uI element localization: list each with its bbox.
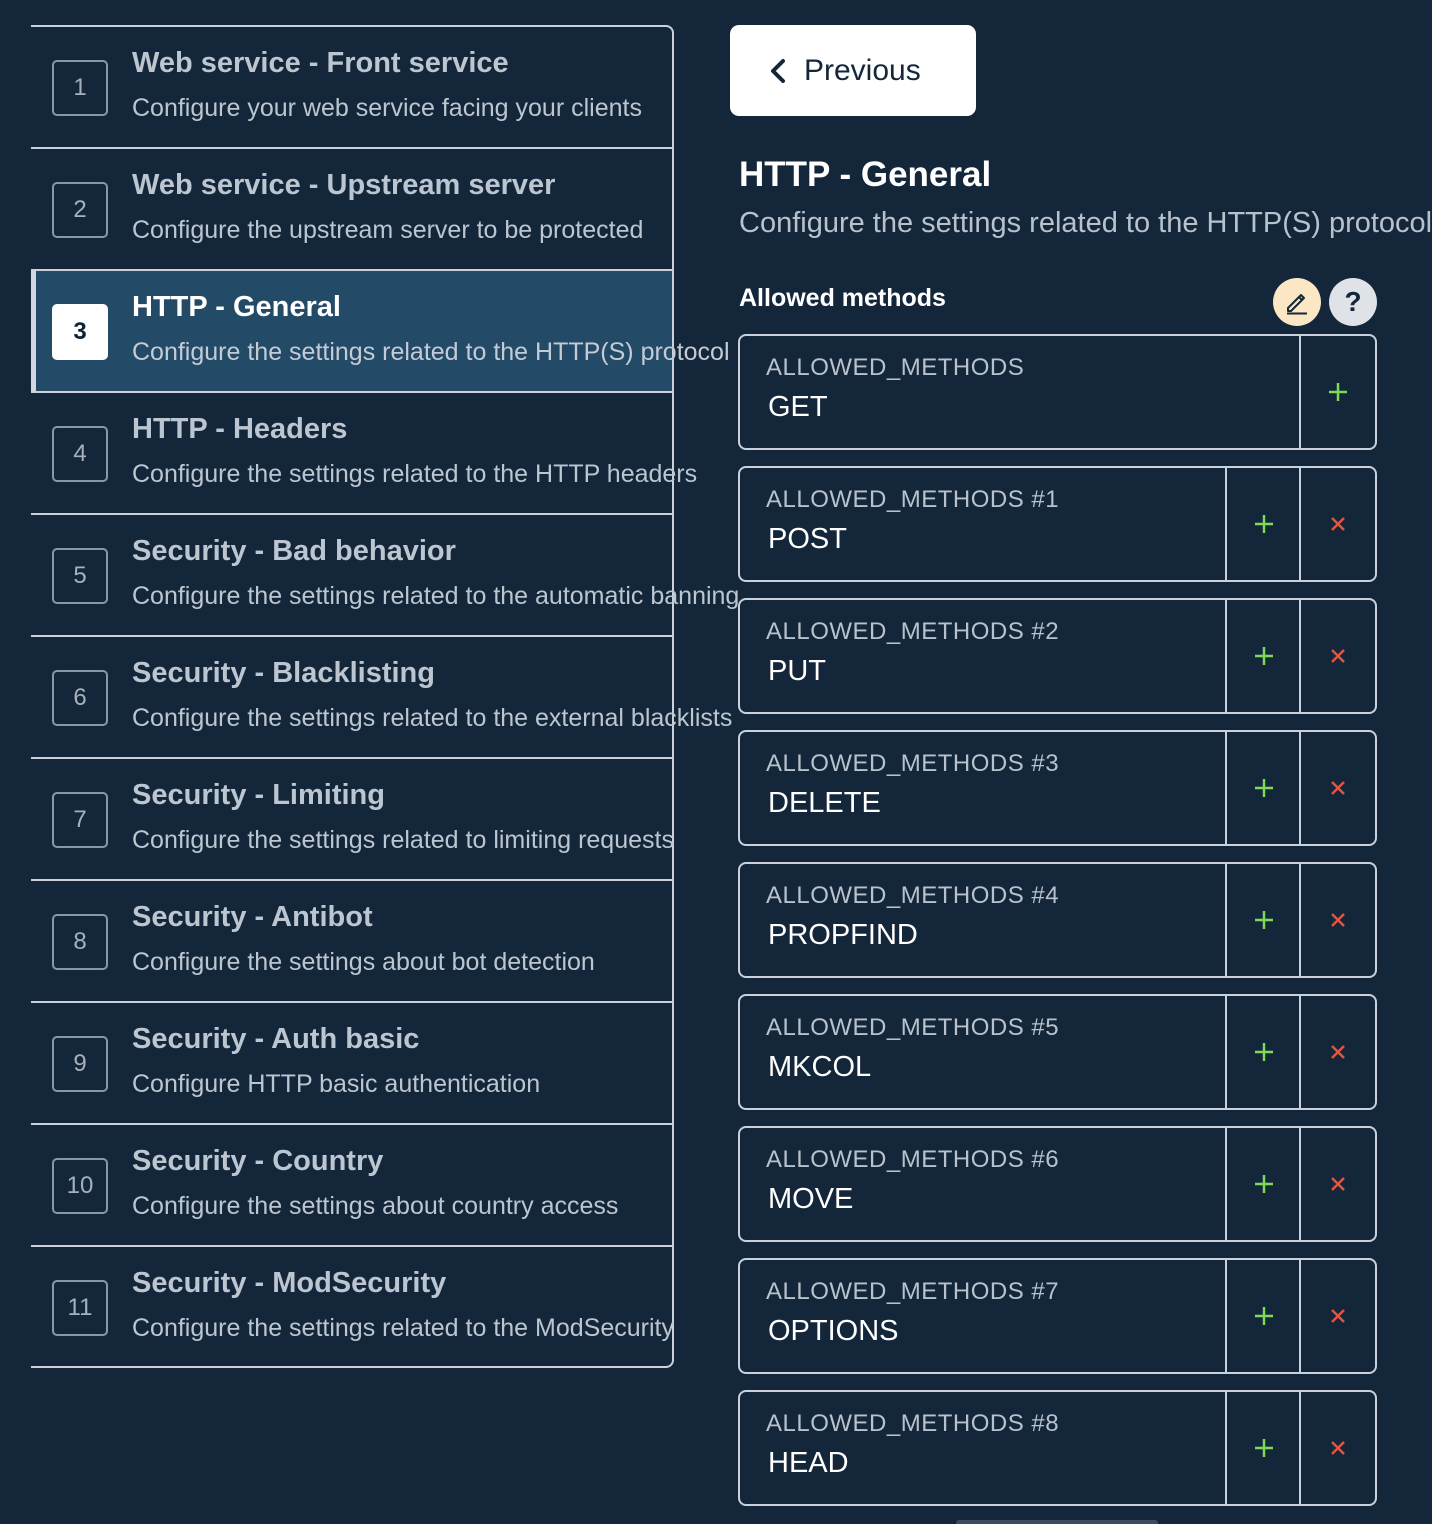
- field-value-input[interactable]: DELETE: [768, 787, 881, 819]
- step-title: Security - Country: [132, 1145, 384, 1177]
- close-icon: [1329, 1439, 1347, 1457]
- close-icon: [1329, 1307, 1347, 1325]
- add-entry-button[interactable]: [1225, 1260, 1301, 1372]
- step-number: 7: [52, 792, 108, 848]
- step-item-10[interactable]: [31, 1125, 672, 1245]
- step-description: Configure the settings related to the external blacklists: [132, 704, 733, 732]
- step-number: 3: [52, 304, 108, 360]
- remove-entry-button[interactable]: [1299, 600, 1375, 712]
- allowed-methods-field[interactable]: [738, 466, 1377, 582]
- step-title: Web service - Front service: [132, 47, 509, 79]
- field-label: ALLOWED_METHODS #3: [766, 750, 1060, 777]
- section-description: Configure the settings related to the HTTP(S) protocol: [739, 207, 1432, 239]
- previous-button[interactable]: [730, 25, 976, 116]
- step-description: Configure the settings related to the ModSecurity: [132, 1314, 674, 1342]
- step-number: 1: [52, 60, 108, 116]
- plus-icon: [1327, 381, 1349, 403]
- step-description: Configure the settings related to the HTTP headers: [132, 460, 698, 488]
- add-entry-button[interactable]: [1225, 1392, 1301, 1504]
- field-value-input[interactable]: OPTIONS: [768, 1315, 899, 1347]
- step-title: Security - Antibot: [132, 901, 373, 933]
- field-label: ALLOWED_METHODS #8: [766, 1410, 1060, 1437]
- allowed-methods-field[interactable]: [738, 1390, 1377, 1506]
- step-item-8[interactable]: [31, 881, 672, 1001]
- add-entry-button[interactable]: [1225, 1128, 1301, 1240]
- field-label: ALLOWED_METHODS #2: [766, 618, 1060, 645]
- step-item-1[interactable]: [31, 27, 672, 147]
- step-item-9[interactable]: [31, 1003, 672, 1123]
- step-number: 4: [52, 426, 108, 482]
- step-number: 9: [52, 1036, 108, 1092]
- allowed-methods-field[interactable]: [738, 1126, 1377, 1242]
- add-entry-button[interactable]: [1225, 468, 1301, 580]
- field-value-input[interactable]: POST: [768, 523, 847, 555]
- allowed-methods-field[interactable]: [738, 598, 1377, 714]
- allowed-methods-field[interactable]: [738, 994, 1377, 1110]
- setting-label: Allowed methods: [739, 284, 946, 312]
- plus-icon: [1253, 645, 1275, 667]
- plus-icon: [1253, 1041, 1275, 1063]
- allowed-methods-field[interactable]: [738, 334, 1377, 450]
- step-number: 2: [52, 182, 108, 238]
- step-title: Security - Auth basic: [132, 1023, 420, 1055]
- remove-entry-button[interactable]: [1299, 732, 1375, 844]
- chevron-left-icon: [768, 57, 788, 85]
- section-title: HTTP - General: [739, 155, 992, 194]
- field-label: ALLOWED_METHODS #5: [766, 1014, 1060, 1041]
- remove-entry-button[interactable]: [1299, 864, 1375, 976]
- step-item-5[interactable]: [31, 515, 740, 635]
- field-value-input[interactable]: MKCOL: [768, 1051, 872, 1083]
- step-title: Web service - Upstream server: [132, 169, 556, 201]
- remove-entry-button[interactable]: [1299, 1128, 1375, 1240]
- add-entry-button[interactable]: [1225, 864, 1301, 976]
- field-value-input[interactable]: GET: [768, 391, 828, 423]
- step-description: Configure the settings about bot detection: [132, 948, 595, 976]
- plus-icon: [1253, 513, 1275, 535]
- remove-entry-button[interactable]: [1299, 996, 1375, 1108]
- field-value-input[interactable]: PUT: [768, 655, 826, 687]
- step-title: Security - Blacklisting: [132, 657, 435, 689]
- previous-button-label: Previous: [804, 53, 921, 87]
- step-number: 6: [52, 670, 108, 726]
- remove-entry-button[interactable]: [1299, 468, 1375, 580]
- plus-icon: [1253, 1437, 1275, 1459]
- step-number: 11: [52, 1280, 108, 1336]
- step-title: HTTP - Headers: [132, 413, 348, 445]
- add-entry-button[interactable]: [1225, 600, 1301, 712]
- field-label: ALLOWED_METHODS #7: [766, 1278, 1060, 1305]
- field-label: ALLOWED_METHODS #4: [766, 882, 1060, 909]
- allowed-methods-field[interactable]: [738, 1258, 1377, 1374]
- step-number: 10: [52, 1158, 108, 1214]
- step-item-2[interactable]: [31, 149, 672, 269]
- field-value-input[interactable]: PROPFIND: [768, 919, 918, 951]
- step-list: [31, 25, 740, 1368]
- step-number: 8: [52, 914, 108, 970]
- step-description: Configure HTTP basic authentication: [132, 1070, 541, 1098]
- plus-icon: [1253, 1305, 1275, 1327]
- close-icon: [1329, 779, 1347, 797]
- add-entry-button[interactable]: [1299, 336, 1375, 448]
- plus-icon: [1253, 1173, 1275, 1195]
- close-icon: [1329, 515, 1347, 533]
- step-description: Configure the settings related to the HTTP(S) protocol: [132, 338, 730, 366]
- close-icon: [1329, 647, 1347, 665]
- step-item-3[interactable]: [31, 271, 730, 391]
- plus-icon: [1253, 909, 1275, 931]
- step-title: Security - ModSecurity: [132, 1267, 447, 1299]
- step-title: HTTP - General: [132, 291, 341, 323]
- close-icon: [1329, 1043, 1347, 1061]
- help-button[interactable]: [1329, 278, 1377, 326]
- field-value-input[interactable]: HEAD: [768, 1447, 849, 1479]
- step-item-11[interactable]: [31, 1247, 672, 1367]
- scroll-hint: [956, 1520, 1158, 1524]
- step-title: Security - Bad behavior: [132, 535, 456, 567]
- add-entry-button[interactable]: [1225, 732, 1301, 844]
- add-entry-button[interactable]: [1225, 996, 1301, 1108]
- allowed-methods-field[interactable]: [738, 862, 1377, 978]
- step-description: Configure the settings related to limiting requests: [132, 826, 674, 854]
- close-icon: [1329, 911, 1347, 929]
- step-description: Configure the settings about country access: [132, 1192, 619, 1220]
- edit-button[interactable]: [1273, 278, 1321, 326]
- field-value-input[interactable]: MOVE: [768, 1183, 854, 1215]
- allowed-methods-field[interactable]: [738, 730, 1377, 846]
- question-mark-icon: ?: [1344, 286, 1362, 317]
- remove-entry-button[interactable]: [1299, 1260, 1375, 1372]
- step-item-4[interactable]: [31, 393, 698, 513]
- step-description: Configure the upstream server to be protected: [132, 216, 644, 244]
- step-description: Configure your web service facing your clients: [132, 94, 642, 122]
- close-icon: [1329, 1175, 1347, 1193]
- field-label: ALLOWED_METHODS #6: [766, 1146, 1060, 1173]
- step-item-6[interactable]: [31, 637, 733, 757]
- step-description: Configure the settings related to the automatic banning: [132, 582, 740, 610]
- step-title: Security - Limiting: [132, 779, 385, 811]
- pencil-icon: [1284, 289, 1310, 315]
- step-item-7[interactable]: [31, 759, 672, 879]
- plus-icon: [1253, 777, 1275, 799]
- field-label: ALLOWED_METHODS: [766, 354, 1025, 381]
- remove-entry-button[interactable]: [1299, 1392, 1375, 1504]
- field-label: ALLOWED_METHODS #1: [766, 486, 1060, 513]
- step-number: 5: [52, 548, 108, 604]
